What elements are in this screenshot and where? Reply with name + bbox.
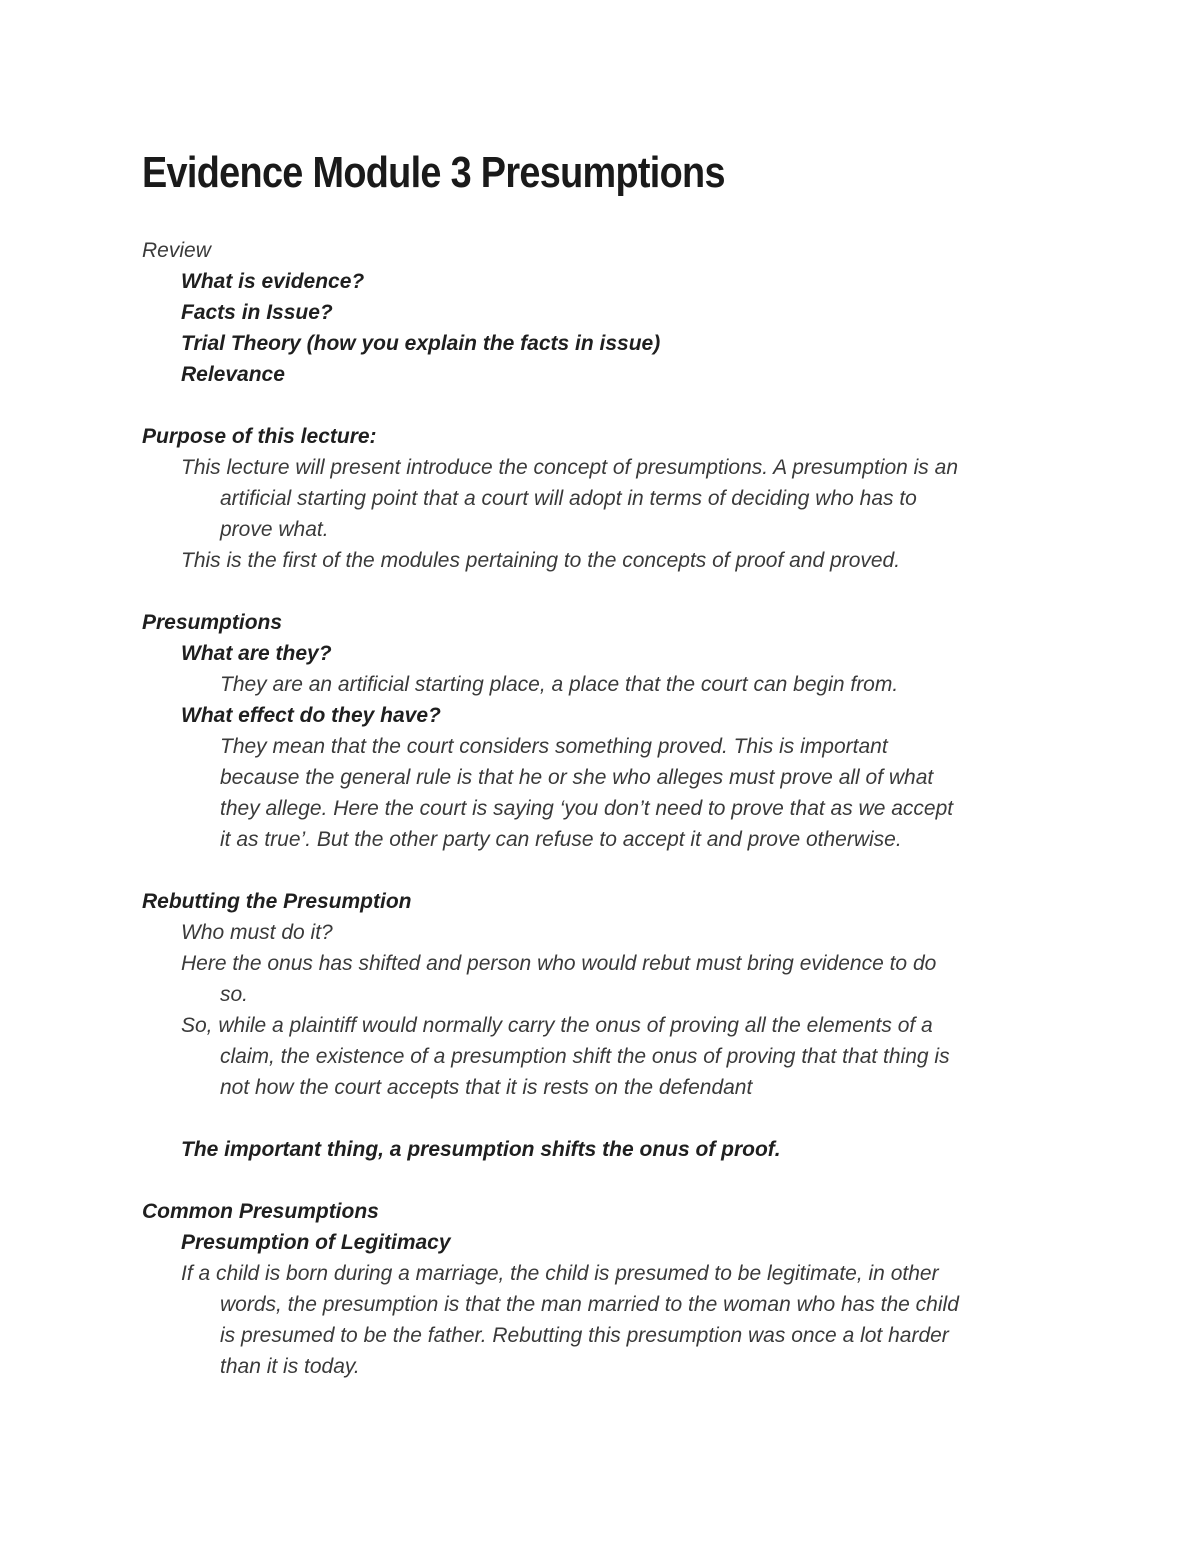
review-item: Trial Theory (how you explain the facts in issue) [181, 332, 661, 355]
presumptions-heading: Presumptions [142, 611, 283, 634]
rebutting-question: Who must do it? [181, 921, 333, 944]
presumptions-answer-line: it as true’. But the other party can refuse to accept it and prove otherwise. [220, 828, 902, 851]
rebutting-text-line: not how the court accepts that it is rests on the defendant [220, 1076, 753, 1099]
rebutting-text-line: So, while a plaintiff would normally carry the onus of proving all the elements of a [181, 1014, 933, 1037]
common-heading: Common Presumptions [142, 1200, 379, 1223]
purpose-text-line: artificial starting point that a court will adopt in terms of deciding who has to [220, 487, 917, 510]
common-text-line: is presumed to be the father. Rebutting this presumption was once a lot harder [220, 1324, 949, 1347]
page-title: Evidence Module 3 Presumptions [142, 148, 725, 197]
common-text-line: If a child is born during a marriage, the child is presumed to be legitimate, in other [181, 1262, 939, 1285]
purpose-text-line: This is the first of the modules pertaining to the concepts of proof and proved. [181, 549, 901, 572]
rebutting-text-line: so. [220, 983, 249, 1006]
purpose-heading: Purpose of this lecture: [142, 425, 377, 448]
key-point: The important thing, a presumption shifts the onus of proof. [181, 1138, 781, 1161]
presumptions-question: What are they? [181, 642, 332, 665]
review-item: Facts in Issue? [181, 301, 333, 324]
spacer [142, 390, 1062, 421]
purpose-text-line: This lecture will present introduce the concept of presumptions. A presumption is an [181, 456, 958, 479]
presumptions-answer-line: they allege. Here the court is saying ‘you don’t need to prove that as we accept [220, 797, 954, 820]
spacer [142, 576, 1062, 607]
rebutting-heading: Rebutting the Presumption [142, 890, 412, 913]
document-body [142, 235, 1062, 1382]
presumptions-question: What effect do they have? [181, 704, 441, 727]
spacer [142, 1103, 1062, 1134]
common-text-line: words, the presumption is that the man married to the woman who has the child [220, 1293, 959, 1316]
spacer [142, 855, 1062, 886]
presumptions-answer-line: They mean that the court considers something proved. This is important [220, 735, 888, 758]
purpose-text-line: prove what. [220, 518, 329, 541]
review-heading: Review [142, 239, 211, 262]
rebutting-text-line: Here the onus has shifted and person who would rebut must bring evidence to do [181, 952, 937, 975]
review-item: What is evidence? [181, 270, 365, 293]
presumptions-answer-line: They are an artificial starting place, a place that the court can begin from. [220, 673, 899, 696]
common-text-line: than it is today. [220, 1355, 360, 1378]
common-subheading: Presumption of Legitimacy [181, 1231, 451, 1254]
presumptions-answer-line: because the general rule is that he or she who alleges must prove all of what [220, 766, 934, 789]
spacer [142, 1165, 1062, 1196]
rebutting-text-line: claim, the existence of a presumption shift the onus of proving that that thing is [220, 1045, 950, 1068]
review-item: Relevance [181, 363, 285, 386]
